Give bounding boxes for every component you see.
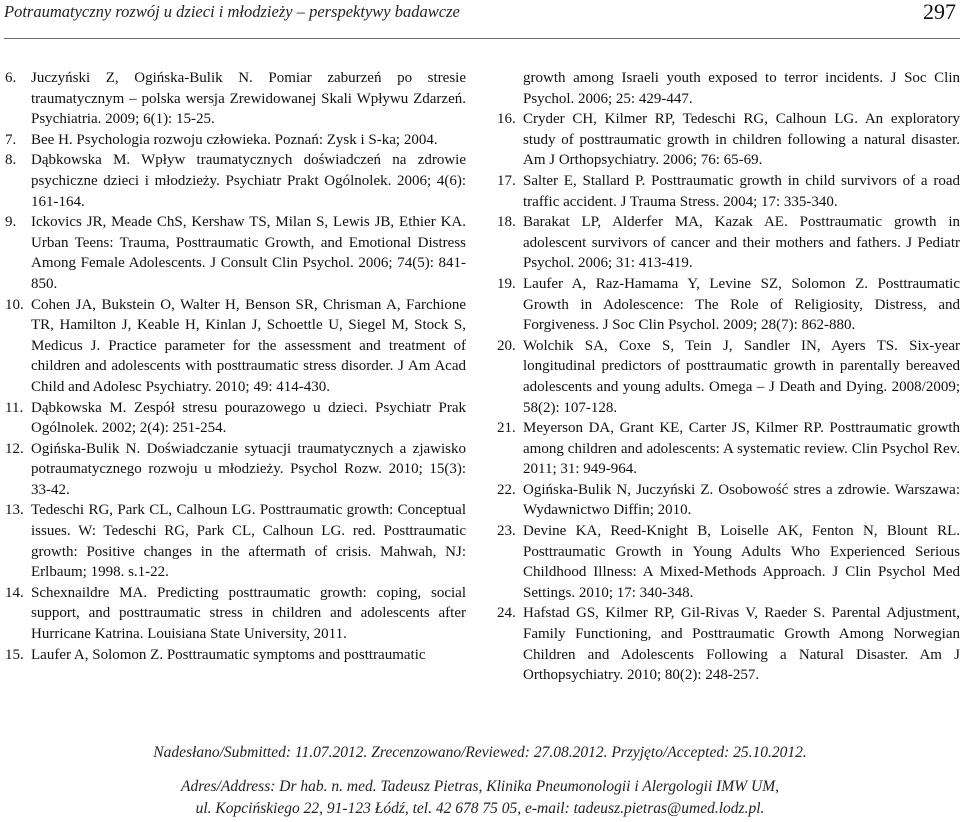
- correspondence-address-line-1: Adres/Address: Dr hab. n. med. Tadeusz Pietras, Klinika Pneumonologii i Alergologii IMW UM,: [180, 778, 779, 795]
- reference-item: [497, 480, 960, 521]
- reference-text: Laufer A, Solomon Z. Posttraumatic symptoms and posttraumatic: [31, 646, 426, 663]
- reference-text: Hafstad GS, Kilmer RP, Gil-Rivas V, Raeder S. Parental Adjustment, Family Functioning, and Posttraumatic Growth Among Norwegian Children and Adolescents Following a Natural Disaster. Am J Orthopsychiatry. 2010; 80(2): 248-257.: [523, 605, 960, 684]
- correspondence-address-line-2: ul. Kopcińskiego 22, 91-123 Łódź, tel. 42 678 75 05, e-mail: tadeusz.pietras@umed.lodz.pl.: [195, 800, 765, 817]
- reference-item-continued: [497, 68, 960, 109]
- reference-text: Wolchik SA, Coxe S, Tein J, Sandler IN, Ayers TS. Six-year longitudinal predictors of posttraumatic growth in parentally bereaved adolescents and young adults. Omega – J Death and Dying. 2008/2009; 58(2): 107-128.: [523, 337, 960, 416]
- page-header: [4, 0, 960, 39]
- reference-item: [497, 171, 960, 212]
- reference-item: [5, 68, 466, 130]
- reference-item: [5, 439, 466, 501]
- reference-item: [497, 521, 960, 603]
- reference-number: 11.: [5, 399, 24, 416]
- reference-item: [497, 336, 960, 418]
- references-left-column: [5, 68, 466, 665]
- reference-item: [5, 150, 466, 212]
- reference-text: Cohen JA, Bukstein O, Walter H, Benson SR, Chrisman A, Farchione TR, Hamilton J, Keable H, Kinlan J, Schoettle U, Siegel M, Stock S, Medicus J. Practice parameter for the assessment and treatment of children and adolescents with posttraumatic stress disorder. J Am Acad Child and Adolesc Psychiatry. 2010; 49: 414-430.: [31, 296, 466, 395]
- reference-number: 24.: [497, 605, 516, 622]
- reference-item: [5, 212, 466, 294]
- reference-number: 9.: [5, 214, 17, 231]
- reference-number: 22.: [497, 481, 516, 498]
- reference-text: Dąbkowska M. Zespół stresu pourazowego u dzieci. Psychiatr Prak Ogólnolek. 2002; 2(4): 251-254.: [31, 399, 466, 437]
- reference-item: [497, 418, 960, 480]
- reference-number: 6.: [5, 70, 17, 86]
- reference-item: [5, 500, 466, 582]
- reference-text: growth among Israeli youth exposed to terror incidents. J Soc Clin Psychol. 2006; 25: 429-447.: [523, 70, 960, 107]
- reference-text: Schexnaildre MA. Predicting posttraumatic growth: coping, social support, and posttraumatic stress in children and adolescents after Hurricane Katrina. Louisiana State University, 2011.: [31, 584, 466, 643]
- reference-text: Ogińska-Bulik N, Juczyński Z. Osobowość stres a zdrowie. Warszawa: Wydawnictwo Diffin; 2010.: [523, 481, 960, 519]
- page-number: 297: [923, 0, 956, 24]
- reference-text: Laufer A, Raz-Hamama Y, Levine SZ, Solomon Z. Posttraumatic Growth in Adolescence: The Role of Religiosity, Distress, and Forgiveness. J Soc Clin Psychol. 2009; 28(7): 862-880.: [523, 275, 960, 334]
- reference-number: 19.: [497, 275, 516, 292]
- reference-number: 15.: [5, 646, 24, 663]
- reference-number: 8.: [5, 152, 17, 169]
- reference-number: 13.: [5, 502, 24, 519]
- submission-dates: Nadesłano/Submitted: 11.07.2012. Zrecenzowano/Reviewed: 27.08.2012. Przyjęto/Accepted: 25.10.2012.: [153, 744, 807, 761]
- running-title: Potraumatyczny rozwój u dzieci i młodzieży – perspektywy badawcze: [4, 2, 460, 21]
- reference-item: [497, 603, 960, 685]
- reference-number: 14.: [5, 584, 24, 601]
- reference-item: [5, 645, 466, 666]
- reference-text: Bee H. Psychologia rozwoju człowieka. Poznań: Zysk i S-ka; 2004.: [31, 131, 438, 148]
- reference-number: 10.: [5, 296, 24, 313]
- reference-text: Ogińska-Bulik N. Doświadczanie sytuacji traumatycznych a zjawisko potraumatycznego rozwoju u młodzieży. Psychol Rozw. 2010; 15(3): 33-42.: [31, 440, 466, 498]
- reference-number: 7.: [5, 131, 17, 148]
- reference-text: Ickovics JR, Meade ChS, Kershaw TS, Milan S, Lewis JB, Ethier KA. Urban Teens: Trauma, Posttraumatic Growth, and Emotional Distress Among Female Adolescents. J Consult Clin Psychol. 2006; 74(5): 841-850.: [31, 214, 466, 292]
- reference-number: 17.: [497, 172, 516, 189]
- reference-text: Salter E, Stallard P. Posttraumatic growth in child survivors of a road traffic accident. J Trauma Stress. 2004; 17: 335-340.: [523, 172, 960, 210]
- reference-number: 20.: [497, 337, 516, 354]
- reference-number: 23.: [497, 523, 516, 540]
- reference-text: Juczyński Z, Ogińska-Bulik N. Pomiar zaburzeń po stresie traumatycznym – polska wersja Zrewidowanej Skali Wpływu Zdarzeń. Psychiatria. 2009; 6(1): 15-25.: [31, 70, 466, 128]
- references-right-column: [497, 68, 960, 686]
- reference-number: 12.: [5, 440, 24, 457]
- reference-text: Cryder CH, Kilmer RP, Tedeschi RG, Calhoun LG. An exploratory study of posttraumatic growth in children following a natural disaster. Am J Orthopsychiatry. 2006; 76: 65-69.: [523, 111, 960, 169]
- reference-item: [5, 583, 466, 645]
- reference-number: 16.: [497, 111, 516, 128]
- reference-item: [497, 212, 960, 274]
- reference-item: [5, 398, 466, 439]
- reference-number: 21.: [497, 420, 516, 437]
- reference-item: [5, 130, 466, 151]
- reference-text: Meyerson DA, Grant KE, Carter JS, Kilmer RP. Posttraumatic growth among children and adolescents: A systematic review. Clin Psychol Rev. 2011; 31: 949-964.: [523, 420, 960, 478]
- reference-number: 18.: [497, 214, 516, 231]
- reference-text: Dąbkowska M. Wpływ traumatycznych doświadczeń na zdrowie psychiczne dzieci i młodzieży. Psychiatr Prakt Ogólnolek. 2006; 4(6): 161-164.: [31, 152, 466, 210]
- reference-item: [5, 295, 466, 398]
- reference-text: Devine KA, Reed-Knight B, Loiselle AK, Fenton N, Blount RL. Posttraumatic Growth in Young Adults Who Experienced Serious Childhood Illness: A Mixed-Methods Approach. J Clin Psychol Med Settings. 2010; 17: 340-348.: [523, 523, 960, 601]
- reference-text: Tedeschi RG, Park CL, Calhoun LG. Posttraumatic growth: Conceptual issues. W: Tedeschi RG, Park CL, Calhoun LG. red. Posttraumatic growth: Positive changes in the aftermath of crisis. Mahwah, NJ: Erlbaum; 1998. s.1-22.: [31, 502, 466, 581]
- reference-item: [497, 274, 960, 336]
- reference-item: [497, 109, 960, 171]
- reference-text: Barakat LP, Alderfer MA, Kazak AE. Posttraumatic growth in adolescent survivors of cancer and their mothers and fathers. J Pediatr Psychol. 2006; 31: 413-419.: [523, 214, 960, 272]
